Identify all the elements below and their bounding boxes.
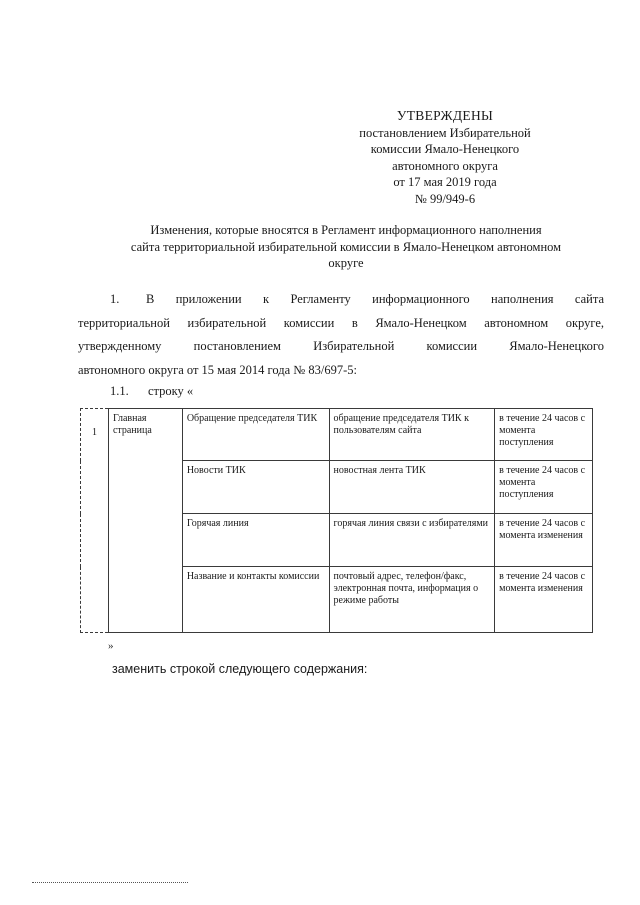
paragraph-number: 1. [110, 292, 120, 306]
subparagraph-number: 1.1. [110, 384, 129, 398]
paragraph-1 [78, 288, 604, 382]
document-title [88, 222, 604, 272]
item-cell: Обращение председателя ТИК [182, 409, 329, 461]
deadline-cell: в течение 24 часов с момента изменения [495, 514, 593, 567]
document-title-line: Изменения, которые вносятся в Регламент информационного наполнения [150, 223, 542, 237]
approval-line: комиссии Ямало-Ненецкого [370, 142, 520, 156]
paragraph-line: территориальной избирательной комиссии в Ямало-Ненецком автономном округе, [78, 315, 604, 330]
table-row [81, 409, 593, 461]
approval-line: постановлением Избирательной [359, 125, 531, 140]
section-cell: Главная страница [108, 409, 182, 633]
approval-line: от 17 мая 2019 года [393, 175, 497, 189]
content-cell: почтовый адрес, телефон/факс, электронная почта, информация о режиме работы [329, 567, 495, 633]
deadline-cell: в течение 24 часов с момента поступления [495, 461, 593, 514]
content-cell: обращение председателя ТИК к пользователям сайта [329, 409, 495, 461]
item-cell: Новости ТИК [182, 461, 329, 514]
approval-number: № 99/949-6 [414, 191, 476, 206]
paragraph-line [78, 288, 604, 312]
footnote-separator [32, 882, 188, 883]
subparagraph-text: строку « [148, 384, 194, 398]
regulation-table [80, 408, 593, 633]
paragraph-line: автономного округа от 15 мая 2014 года № 83/697-5: [78, 362, 357, 377]
closing-quote: » [108, 640, 114, 652]
approval-block [330, 108, 560, 207]
content-cell: горячая линия связи с избирателями [329, 514, 495, 567]
item-cell: Горячая линия [182, 514, 329, 567]
content-cell: новостная лента ТИК [329, 461, 495, 514]
paragraph-line: утвержденному постановлением Избирательной комиссии Ямало-Ненецкого [78, 339, 604, 353]
document-title-line: округе [328, 256, 364, 270]
approval-line: автономного округа [392, 158, 498, 173]
item-cell: Название и контакты комиссии [182, 567, 329, 633]
subparagraph-1-1 [110, 384, 193, 399]
deadline-cell: в течение 24 часов с момента поступления [495, 409, 593, 461]
deadline-cell: в течение 24 часов с момента изменения [495, 567, 593, 633]
row-number-cell: 1 [81, 409, 109, 633]
document-title-line: сайта территориальной избирательной комиссии в Ямало-Ненецком автономном [130, 239, 562, 254]
paragraph-text: В приложении к Регламенту информационного наполнения сайта [146, 292, 604, 306]
approval-title: УТВЕРЖДЕНЫ [396, 108, 494, 123]
replace-instruction: заменить строкой следующего содержания: [112, 662, 368, 676]
